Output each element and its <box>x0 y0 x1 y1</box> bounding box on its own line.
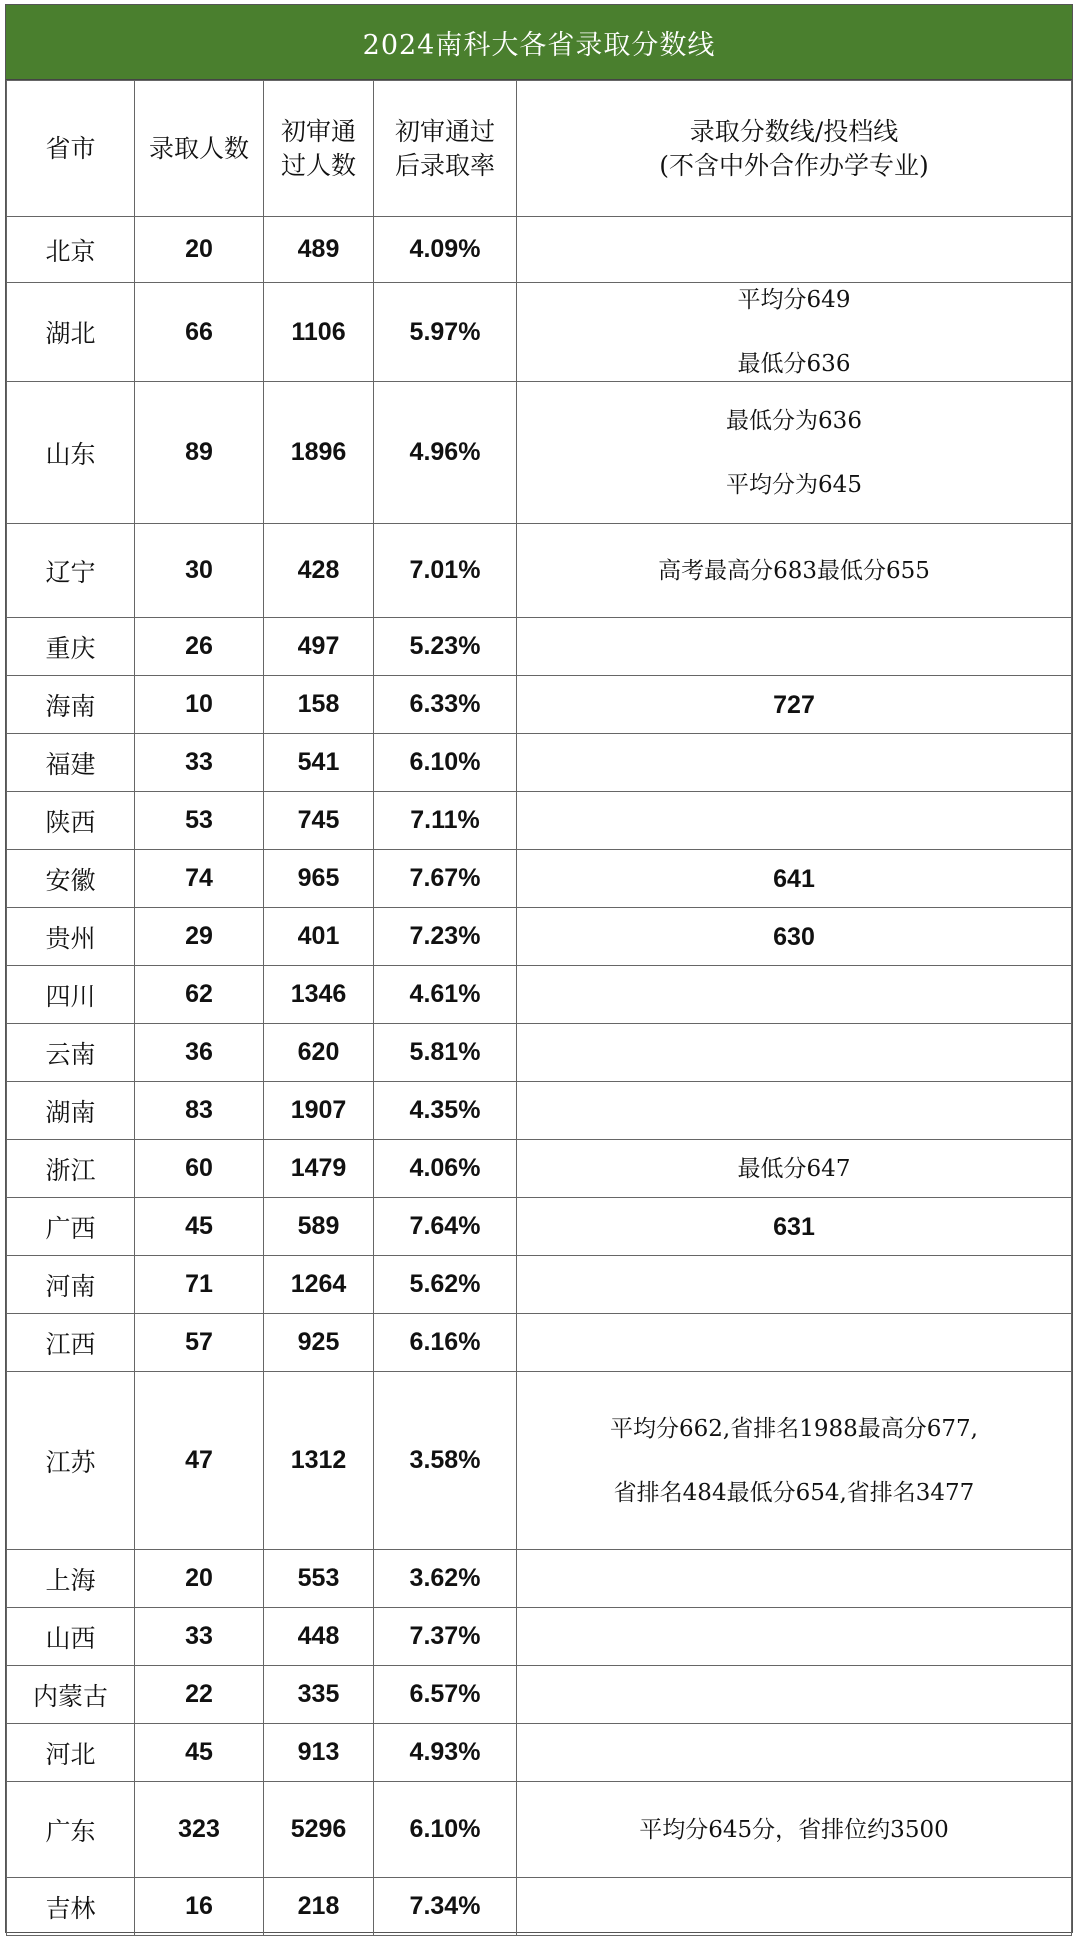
passed-count-cell: 158 <box>264 676 374 734</box>
passed-count-cell: 1346 <box>264 966 374 1024</box>
score-cell <box>517 676 1072 734</box>
province-cell: 福建 <box>7 734 135 792</box>
province-cell: 贵州 <box>7 908 135 966</box>
table-row <box>7 676 1072 734</box>
province-cell: 河北 <box>7 1724 135 1782</box>
passed-count-cell: 218 <box>264 1878 374 1936</box>
score-cell <box>517 1878 1072 1936</box>
table-row <box>7 618 1072 676</box>
table-row <box>7 792 1072 850</box>
table-row <box>7 1024 1072 1082</box>
passed-count-cell: 745 <box>264 792 374 850</box>
admission-rate-cell: 5.81% <box>374 1024 517 1082</box>
province-cell: 广东 <box>7 1782 135 1878</box>
province-cell: 内蒙古 <box>7 1666 135 1724</box>
admission-rate-cell: 5.97% <box>374 283 517 382</box>
admission-rate-cell: 6.33% <box>374 676 517 734</box>
province-cell: 湖北 <box>7 283 135 382</box>
province-cell: 四川 <box>7 966 135 1024</box>
admitted-count-cell: 62 <box>135 966 264 1024</box>
score-cell <box>517 524 1072 618</box>
score-cell <box>517 1724 1072 1782</box>
admitted-count-cell: 71 <box>135 1256 264 1314</box>
admitted-count-cell: 16 <box>135 1878 264 1936</box>
score-cell <box>517 734 1072 792</box>
score-cell <box>517 1782 1072 1878</box>
province-cell: 北京 <box>7 217 135 283</box>
admission-rate-cell: 7.67% <box>374 850 517 908</box>
header-passed <box>264 81 374 217</box>
score-cell <box>517 618 1072 676</box>
admitted-count-cell: 89 <box>135 382 264 524</box>
passed-count-cell: 589 <box>264 1198 374 1256</box>
passed-count-cell: 1896 <box>264 382 374 524</box>
score-cell <box>517 1024 1072 1082</box>
score-cell <box>517 1198 1072 1256</box>
admission-rate-cell: 4.61% <box>374 966 517 1024</box>
admitted-count-cell: 26 <box>135 618 264 676</box>
admission-rate-cell: 6.57% <box>374 1666 517 1724</box>
admitted-count-cell: 60 <box>135 1140 264 1198</box>
admitted-count-cell: 10 <box>135 676 264 734</box>
passed-count-cell: 5296 <box>264 1782 374 1878</box>
admitted-count-cell: 20 <box>135 217 264 283</box>
province-cell: 河南 <box>7 1256 135 1314</box>
province-cell: 海南 <box>7 676 135 734</box>
table-row <box>7 283 1072 382</box>
table-row <box>7 382 1072 524</box>
passed-count-cell: 428 <box>264 524 374 618</box>
admitted-count-cell: 323 <box>135 1782 264 1878</box>
table-body <box>7 217 1072 1936</box>
score-cell <box>517 1608 1072 1666</box>
passed-count-cell: 965 <box>264 850 374 908</box>
admitted-count-cell: 29 <box>135 908 264 966</box>
admission-rate-cell: 4.06% <box>374 1140 517 1198</box>
score-cell <box>517 1372 1072 1550</box>
score-line: 641 <box>773 864 815 893</box>
province-cell: 浙江 <box>7 1140 135 1198</box>
admission-rate-cell: 4.93% <box>374 1724 517 1782</box>
score-line-gap <box>517 438 1071 468</box>
score-line-gap <box>517 1446 1071 1476</box>
admission-rate-cell: 4.09% <box>374 217 517 283</box>
score-line-gap <box>517 317 1071 347</box>
admission-rate-cell: 7.34% <box>374 1878 517 1936</box>
admission-rate-cell: 3.62% <box>374 1550 517 1608</box>
admission-score-sheet <box>5 4 1073 1933</box>
admission-rate-cell: 4.96% <box>374 382 517 524</box>
table-row <box>7 524 1072 618</box>
province-cell: 辽宁 <box>7 524 135 618</box>
score-cell <box>517 283 1072 382</box>
passed-count-cell: 620 <box>264 1024 374 1082</box>
admission-rate-cell: 7.11% <box>374 792 517 850</box>
table-row <box>7 1782 1072 1878</box>
header-rate <box>374 81 517 217</box>
score-cell <box>517 1550 1072 1608</box>
header-row <box>7 81 1072 217</box>
province-cell: 吉林 <box>7 1878 135 1936</box>
table-row <box>7 1608 1072 1666</box>
score-cell <box>517 850 1072 908</box>
province-cell: 广西 <box>7 1198 135 1256</box>
header-rate-line-1: 初审通过 <box>394 116 495 146</box>
score-cell <box>517 908 1072 966</box>
score-cell <box>517 1140 1072 1198</box>
admission-rate-cell: 4.35% <box>374 1082 517 1140</box>
score-line: 平均分662,省排名1988最高分677, <box>610 1415 978 1442</box>
header-score-line-1: 录取分数线/投档线 <box>689 116 899 146</box>
score-cell <box>517 1256 1072 1314</box>
table-row <box>7 1198 1072 1256</box>
admitted-count-cell: 83 <box>135 1082 264 1140</box>
score-line: 平均分为645 <box>726 471 862 498</box>
admission-rate-cell: 7.23% <box>374 908 517 966</box>
header-score <box>517 81 1072 217</box>
admission-rate-cell: 3.58% <box>374 1372 517 1550</box>
passed-count-cell: 497 <box>264 618 374 676</box>
province-cell: 山西 <box>7 1608 135 1666</box>
header-province: 省市 <box>7 81 135 217</box>
passed-count-cell: 913 <box>264 1724 374 1782</box>
admitted-count-cell: 57 <box>135 1314 264 1372</box>
score-line: 高考最高分683最低分655 <box>658 557 930 584</box>
score-line: 平均分645分，省排位约3500 <box>639 1816 949 1843</box>
province-cell: 湖南 <box>7 1082 135 1140</box>
header-passed-line-1: 初审通 <box>280 116 356 146</box>
score-cell <box>517 1082 1072 1140</box>
header-passed-line-2: 过人数 <box>280 150 356 180</box>
table-row <box>7 1256 1072 1314</box>
admission-rate-cell: 6.16% <box>374 1314 517 1372</box>
passed-count-cell: 1312 <box>264 1372 374 1550</box>
score-line: 省排名484最低分654,省排名3477 <box>613 1479 975 1506</box>
province-cell: 安徽 <box>7 850 135 908</box>
passed-count-cell: 401 <box>264 908 374 966</box>
province-cell: 江苏 <box>7 1372 135 1550</box>
admitted-count-cell: 30 <box>135 524 264 618</box>
admission-rate-cell: 6.10% <box>374 1782 517 1878</box>
admission-rate-cell: 7.64% <box>374 1198 517 1256</box>
score-cell <box>517 382 1072 524</box>
province-cell: 江西 <box>7 1314 135 1372</box>
passed-count-cell: 1264 <box>264 1256 374 1314</box>
admitted-count-cell: 74 <box>135 850 264 908</box>
table-row <box>7 1314 1072 1372</box>
table-row <box>7 1724 1072 1782</box>
admitted-count-cell: 20 <box>135 1550 264 1608</box>
score-line: 最低分647 <box>737 1155 851 1182</box>
score-cell <box>517 966 1072 1024</box>
passed-count-cell: 335 <box>264 1666 374 1724</box>
score-cell <box>517 217 1072 283</box>
passed-count-cell: 541 <box>264 734 374 792</box>
score-line: 平均分649 <box>737 287 851 313</box>
admitted-count-cell: 33 <box>135 1608 264 1666</box>
admission-rate-cell: 5.62% <box>374 1256 517 1314</box>
passed-count-cell: 489 <box>264 217 374 283</box>
sheet-title: 2024南科大各省录取分数线 <box>6 5 1072 80</box>
score-cell <box>517 792 1072 850</box>
passed-count-cell: 448 <box>264 1608 374 1666</box>
score-line: 630 <box>773 922 815 951</box>
passed-count-cell: 1106 <box>264 283 374 382</box>
passed-count-cell: 1907 <box>264 1082 374 1140</box>
table-row <box>7 1082 1072 1140</box>
passed-count-cell: 925 <box>264 1314 374 1372</box>
admission-rate-cell: 5.23% <box>374 618 517 676</box>
score-line: 631 <box>773 1212 815 1241</box>
province-cell: 云南 <box>7 1024 135 1082</box>
passed-count-cell: 1479 <box>264 1140 374 1198</box>
admission-rate-cell: 6.10% <box>374 734 517 792</box>
table-row <box>7 217 1072 283</box>
province-cell: 重庆 <box>7 618 135 676</box>
table-row <box>7 1666 1072 1724</box>
table-row <box>7 1550 1072 1608</box>
province-cell: 山东 <box>7 382 135 524</box>
admitted-count-cell: 22 <box>135 1666 264 1724</box>
admission-rate-cell: 7.01% <box>374 524 517 618</box>
score-line: 最低分636 <box>737 351 851 377</box>
table-row <box>7 966 1072 1024</box>
admitted-count-cell: 45 <box>135 1198 264 1256</box>
score-cell <box>517 1314 1072 1372</box>
admitted-count-cell: 66 <box>135 283 264 382</box>
admitted-count-cell: 47 <box>135 1372 264 1550</box>
province-cell: 上海 <box>7 1550 135 1608</box>
admitted-count-cell: 45 <box>135 1724 264 1782</box>
table-row <box>7 1372 1072 1550</box>
passed-count-cell: 553 <box>264 1550 374 1608</box>
table-row <box>7 734 1072 792</box>
table-row <box>7 850 1072 908</box>
table-row <box>7 908 1072 966</box>
header-admitted: 录取人数 <box>135 81 264 217</box>
admitted-count-cell: 53 <box>135 792 264 850</box>
table-row <box>7 1878 1072 1936</box>
score-cell <box>517 1666 1072 1724</box>
admitted-count-cell: 33 <box>135 734 264 792</box>
admitted-count-cell: 36 <box>135 1024 264 1082</box>
header-rate-line-2: 后录取率 <box>394 150 495 180</box>
score-line: 727 <box>773 690 815 719</box>
header-score-line-2: (不含中外合作办学专业) <box>659 150 929 180</box>
score-line: 最低分为636 <box>726 407 862 434</box>
province-cell: 陕西 <box>7 792 135 850</box>
admission-table <box>6 80 1072 1936</box>
admission-rate-cell: 7.37% <box>374 1608 517 1666</box>
table-row <box>7 1140 1072 1198</box>
